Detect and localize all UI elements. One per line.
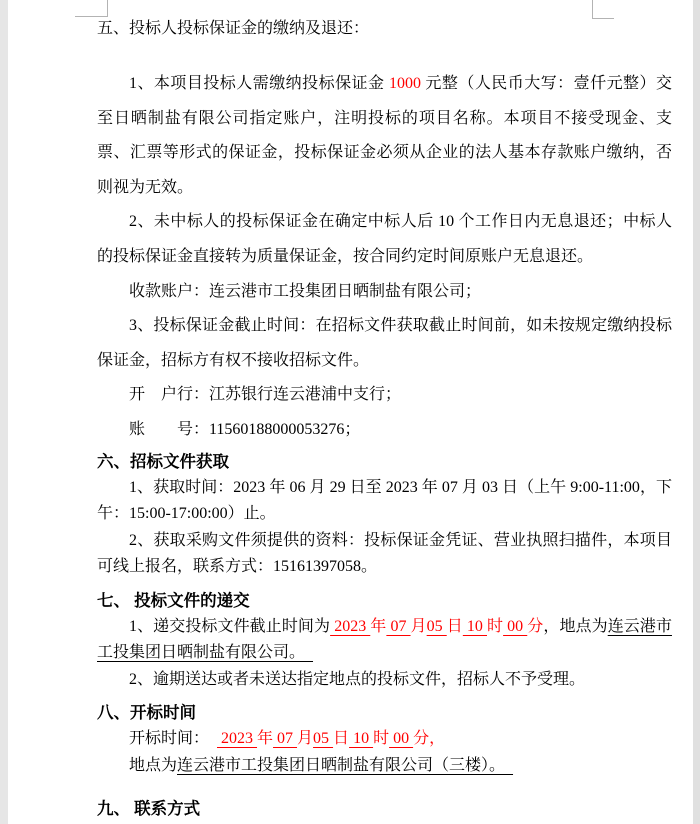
text-run: 1、递交投标文件截止时间为 [129,617,331,635]
open-time-month: 07 [273,730,298,748]
deadline-hour: 10 [462,617,487,635]
page-edge-left [0,0,8,824]
deadline-minute: 00 [503,617,528,635]
text-run: ，地点为 [543,617,608,635]
section-5-heading: 五、投标人投标保证金的缴纳及退还： [97,20,370,37]
open-time-day-label: 日 [333,730,350,748]
bid-opening-location-line [97,753,672,780]
open-time-minute-label: 分 [413,730,430,748]
deposit-amount: 1000 [388,75,421,92]
deadline-day-label: 日 [446,617,463,635]
account-number-line: 账 号：11560188000053276； [129,420,361,438]
deadline-day: 05 [426,617,447,635]
section-5-paragraph-2: 2、未中标人的投标保证金在确定中标人后 10 个工作日内无息退还；中标人的投标保证金直接转为质量保证金，按合同约定时间原账户无息退还。 [97,213,672,265]
payee-account-line: 收款账户：连云港市工投集团日晒制盐有限公司； [129,282,482,300]
bid-opening-location: 连云港市工投集团日晒制盐有限公司（三楼）。 [177,756,514,774]
section-7-heading: 七、 投标文件的递交 [97,590,250,610]
bank-name-line: 开 户行：江苏银行连云港浦中支行； [129,386,402,404]
deadline-month-label: 月 [410,617,427,635]
text-run: 1、本项目投标人需缴纳投标保证金 [129,75,389,92]
deadline-hour-label: 时 [487,617,504,635]
section-8-heading: 八、开标时间 [97,703,196,723]
deadline-year-label: 年 [370,617,387,635]
text-run: ， [429,730,446,748]
section-5-paragraph-3: 3、投标保证金截止时间：在招标文件获取截止时间前，如未按规定缴纳投标保证金，招标方有权不接收招标文件。 [97,317,672,369]
section-6-paragraph-2: 2、获取采购文件须提供的资料：投标保证金凭证、营业执照扫描件，本项目可线上报名，联系方式：15161397058。 [97,531,672,576]
section-7-paragraph-2: 2、逾期送达或者未送达指定地点的投标文件，招标人不予受理。 [129,670,586,688]
open-time-hour-label: 时 [373,730,390,748]
open-time-year: 2023 [217,730,258,748]
open-time-month-label: 月 [297,730,314,748]
text-run: 地点为 [129,756,178,774]
section-6-heading: 六、招标文件获取 [97,451,229,471]
deadline-minute-label: 分 [527,617,544,635]
open-time-day: 05 [313,730,334,748]
document-content [97,16,672,822]
section-7-paragraph-1 [97,614,672,667]
page-edge-right [693,0,700,824]
section-9-heading: 九、 联系方式 [97,799,201,819]
text-run: 元整（人民币大写：壹仟元整）交至日晒制盐有限公司指定账户，注明投标的项目名称。本项目不接受现金、支票、汇票等形式的保证金，投标保证金必须从企业的法人基本存款账户缴纳，否则视为无效。 [97,75,672,196]
deadline-year: 2023 [330,617,371,635]
open-time-minute: 00 [389,730,414,748]
margin-crop-mark-top-left [75,0,108,17]
open-time-hour: 10 [349,730,374,748]
deadline-month: 07 [386,617,411,635]
section-5-paragraph-1 [97,67,672,205]
open-time-year-label: 年 [257,730,274,748]
section-6-paragraph-1: 1、获取时间：2023 年 06 月 29 日至 2023 年 07 月 03 日（上午 9:00-11:00，下午：15:00-17:00:00）止。 [97,478,672,523]
submission-location: 连云港市工投集团日晒制盐有限公司。 [97,617,672,662]
text-run: 开标时间： [129,730,218,748]
bid-opening-time-line [97,726,672,753]
